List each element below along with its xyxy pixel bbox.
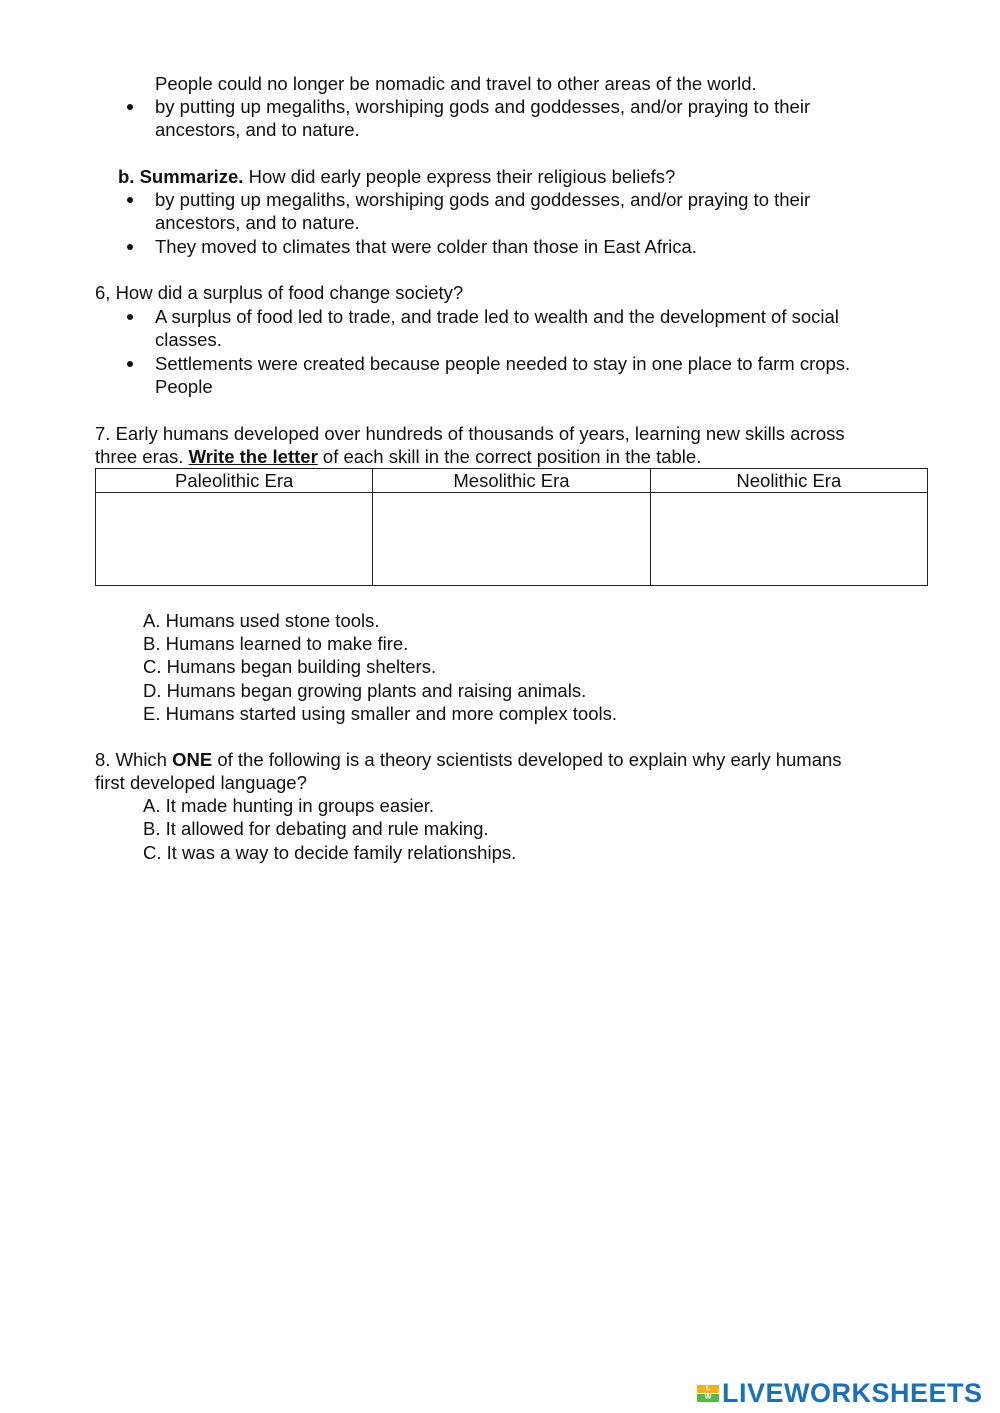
q8-question-line2: first developed language? xyxy=(95,772,307,793)
q7-line2-post: of each skill in the correct position in the table. xyxy=(317,446,702,467)
q6-bullet1-line1: A surplus of food led to trade, and trade led to wealth and the development of social xyxy=(155,306,839,327)
q5b-question-text: How did early people express their religious beliefs? xyxy=(243,166,676,187)
liveworksheets-logo xyxy=(697,1378,983,1408)
q8-line1-pre: 8. Which xyxy=(95,749,173,770)
q7-option-e: E. Humans started using smaller and more complex tools. xyxy=(143,703,618,724)
q7-question-line2 xyxy=(95,445,701,468)
bullet-icon xyxy=(127,197,133,203)
logo-mark-letter-l: L xyxy=(697,1385,719,1393)
q6-question: 6, How did a surplus of food change society? xyxy=(95,282,464,303)
bullet-icon xyxy=(127,244,133,250)
q7-instruction-emphasis: Write the letter xyxy=(188,446,318,467)
q8-question-line1 xyxy=(95,748,842,771)
logo-mark-letter-w: W xyxy=(697,1394,719,1402)
era-table-answer-row xyxy=(96,493,928,586)
q8-emphasis: ONE xyxy=(172,749,213,770)
q5b-bullet1-line2: ancestors, and to nature. xyxy=(155,212,360,233)
q5a-bullet1-line1: by putting up megaliths, worshiping gods and goddesses, and/or praying to their xyxy=(155,96,811,117)
answer-cell-neolithic[interactable] xyxy=(650,493,927,586)
answer-cell-paleolithic[interactable] xyxy=(96,493,373,586)
logo-text: LIVEWORKSHEETS xyxy=(722,1377,983,1408)
q5b-question xyxy=(118,165,675,188)
q8-line1-post: of the following is a theory scientists developed to explain why early humans xyxy=(212,749,842,770)
q8-option-c: C. It was a way to decide family relationships. xyxy=(143,842,517,863)
q6-bullet1-line2: classes. xyxy=(155,329,222,350)
q8-option-a: A. It made hunting in groups easier. xyxy=(143,795,435,816)
q5b-label: b. Summarize. xyxy=(118,166,244,187)
q7-option-d: D. Humans began growing plants and raising animals. xyxy=(143,680,587,701)
bullet-icon xyxy=(127,104,133,110)
q7-question-line1: 7. Early humans developed over hundreds of thousands of years, learning new skills across xyxy=(95,423,845,444)
q5a-bullet1-line2: ancestors, and to nature. xyxy=(155,119,360,140)
q5a-nomadic-text: People could no longer be nomadic and travel to other areas of the world. xyxy=(155,73,757,94)
era-table-header-row xyxy=(96,469,928,493)
bullet-icon xyxy=(127,361,133,367)
answer-cell-mesolithic[interactable] xyxy=(373,493,650,586)
q5b-bullet2: They moved to climates that were colder than those in East Africa. xyxy=(155,236,697,257)
bullet-icon xyxy=(127,314,133,320)
q6-bullet2-line1: Settlements were created because people needed to stay in one place to farm crops. xyxy=(155,353,851,374)
era-table xyxy=(95,468,928,586)
q7-option-a: A. Humans used stone tools. xyxy=(143,610,380,631)
q7-line2-pre: three eras. xyxy=(95,446,189,467)
q5b-bullet1-line1: by putting up megaliths, worshiping gods and goddesses, and/or praying to their xyxy=(155,189,811,210)
q8-option-b: B. It allowed for debating and rule making. xyxy=(143,818,489,839)
era-header-paleolithic: Paleolithic Era xyxy=(96,469,373,493)
q6-bullet2-line2: People xyxy=(155,376,213,397)
q7-option-c: C. Humans began building shelters. xyxy=(143,656,437,677)
q7-option-b: B. Humans learned to make fire. xyxy=(143,633,409,654)
era-header-neolithic: Neolithic Era xyxy=(650,469,927,493)
liveworksheets-logo-icon xyxy=(697,1385,719,1402)
era-header-mesolithic: Mesolithic Era xyxy=(373,469,650,493)
